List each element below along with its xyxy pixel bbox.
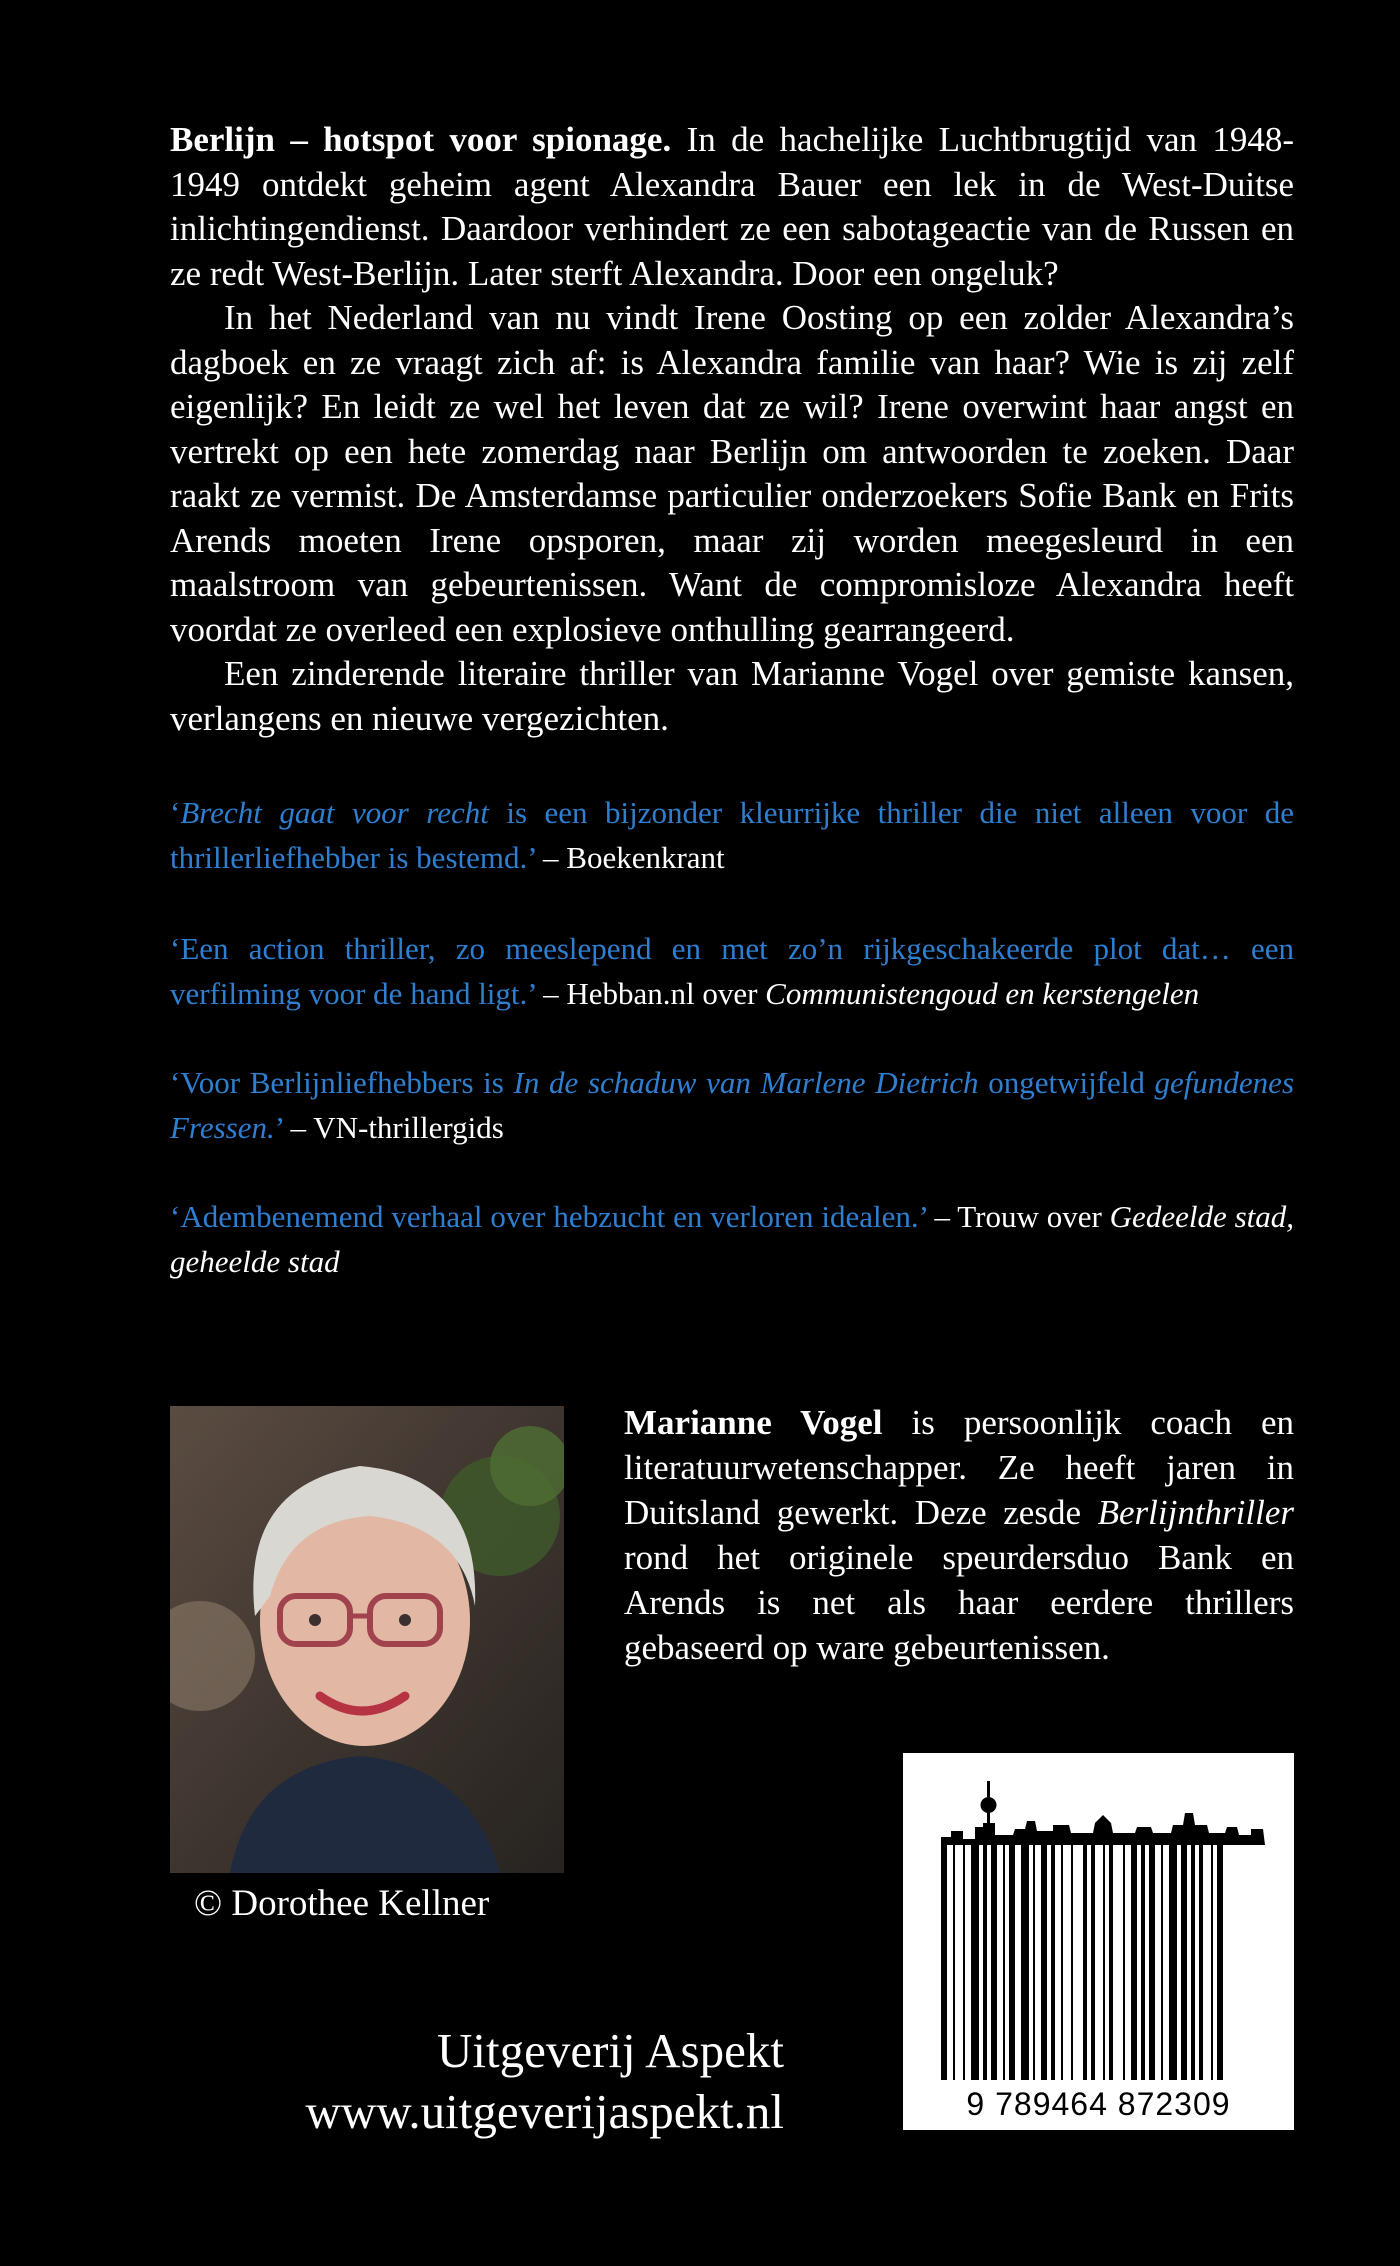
review-quote-1: [170, 790, 1294, 880]
quote-3-source: – VN-thrillergids: [282, 1110, 504, 1145]
barcode-bar: [1033, 1845, 1035, 2080]
blurb-paragraph-3: Een zinderende literaire thriller van Marianne Vogel over gemiste kansen, verlangens en nieuwe vergezichten.: [170, 654, 1294, 738]
barcode-bar: [1051, 1845, 1055, 2080]
quote-4-text: ‘Adembenemend verhaal over hebzucht en verloren idealen.’: [170, 1199, 927, 1234]
photo-credit: © Dorothee Kellner: [194, 1883, 490, 1924]
review-quote-3: [170, 1060, 1294, 1150]
barcode-bar: [1041, 1845, 1047, 2080]
barcode-bar: [1109, 1845, 1113, 2080]
barcode-bars: [941, 1845, 1223, 2080]
barcode-bar: [1009, 1845, 1015, 2080]
barcode-bar: [1061, 1845, 1063, 2080]
quote-3-phrase: gefundenes Fressen.: [170, 1065, 1295, 1145]
quote-3-book-title: In de schaduw van Marlene Dietrich: [513, 1065, 979, 1100]
author-bio: [624, 1400, 1294, 1670]
quote-1-book-title: Brecht gaat voor recht: [180, 795, 489, 830]
publisher-url: www.uitgeverijaspekt.nl: [305, 2084, 784, 2139]
berlin-skyline-icon: [941, 1781, 1265, 1845]
quote-1-source: – Boekenkrant: [535, 840, 725, 875]
quote-1-text: is een bijzonder kleurrijke thriller die niet alleen voor de thrillerliefhebber is bestemd.’: [170, 795, 1294, 875]
quote-3-mid: ongetwijfeld: [978, 1065, 1155, 1100]
barcode-bar: [1169, 1845, 1177, 2080]
blurb-paragraph-2: In het Nederland van nu vindt Irene Oosting op een zolder Alexandra’s dagboek en ze vraagt zich af: is Alexandra familie van haar? Wie is zij zelf eigenlijk? En leidt ze wel het leven dat ze wil? Irene overwint haar angst en vertrekt op een hete zomerdag naar Berlijn om antwoorden te zoeken. Daar raakt ze vermist. De Amsterdamse particulier onderzoekers Sofie Bank en Frits Arends moeten Irene opsporen, maar zij worden meegesleurd in een maalstroom van gebeurtenissen. Want de compromisloze Alexandra heeft voordat ze overleed een explosieve onthulling gearrangeerd.: [170, 298, 1294, 649]
barcode-bar: [1003, 1845, 1005, 2080]
blurb-p1-text: In de hachelijke Luchtbrugtijd van 1948-1949 ontdekt geheim agent Alexandra Bauer een lek in de West-Duitse inlichtingendienst. Daardoor verhindert ze een sabotageactie van de Russen en ze redt West-Berlijn. Later sterft Alexandra. Door een ongeluk?: [170, 120, 1294, 293]
barcode-bar: [1071, 1845, 1073, 2080]
barcode-bar: [1161, 1845, 1163, 2080]
series-name: Berlijnthriller: [1097, 1493, 1294, 1532]
publisher-block: [305, 2020, 784, 2142]
blurb-paragraph-1: [170, 118, 1294, 296]
review-quote-2: [170, 926, 1294, 1016]
quote-4-book-title: Gedeelde stad, geheelde stad: [170, 1199, 1294, 1279]
isbn-number: 9 789464 872309: [966, 2086, 1231, 2122]
barcode-bar: [1083, 1845, 1087, 2080]
barcode-bar: [953, 1845, 955, 2080]
quote-3-open: ‘Voor Berlijnliefhebbers is: [170, 1065, 514, 1100]
barcode-bar: [1131, 1845, 1137, 2080]
quote-4-source: – Trouw over: [926, 1199, 1110, 1234]
blurb-lead: Berlijn – hotspot voor spionage.: [170, 120, 672, 159]
author-photo: [170, 1406, 564, 1873]
quote-2-source: – Hebban.nl over: [535, 976, 766, 1011]
barcode-bar: [963, 1845, 965, 2080]
review-quote-4: [170, 1194, 1294, 1284]
author-bio-text-2: rond het originele speurdersduo Bank en Arends is net als haar eerdere thrillers gebaseerd op ware gebeurtenissen.: [624, 1538, 1294, 1667]
back-cover-blurb: [170, 118, 1294, 741]
quote-2-text: ‘Een action thriller, zo meeslepend en met zo’n rijkgeschakeerde plot dat… een verfilming voor de hand ligt.’: [170, 931, 1294, 1011]
barcode-bar: [1091, 1845, 1095, 2080]
barcode-graphic: [903, 1753, 1294, 2130]
barcode-bar: [1181, 1845, 1187, 2080]
barcode-bar: [941, 1845, 947, 2080]
author-bio-text-1: is persoonlijk coach en literatuurwetenschapper. Ze heeft jaren in Duitsland gewerkt. Deze zesde: [624, 1403, 1294, 1532]
barcode-bar: [983, 1845, 987, 2080]
barcode-bar: [971, 1845, 979, 2080]
barcode-bar: [1211, 1845, 1213, 2080]
publisher-name: Uitgeverij Aspekt: [436, 2023, 784, 2078]
quote-2-book-title: Communistengoud en kerstengelen: [765, 976, 1200, 1011]
quote-3-close: ’: [274, 1110, 283, 1145]
barcode-bar: [1149, 1845, 1155, 2080]
barcode-bar: [1021, 1845, 1029, 2080]
barcode-bar: [1217, 1845, 1223, 2080]
quote-open: ‘: [170, 795, 181, 830]
barcode-bar: [991, 1845, 997, 2080]
barcode-bar: [1103, 1845, 1105, 2080]
barcode-bar: [1191, 1845, 1195, 2080]
barcode-bar: [1199, 1845, 1203, 2080]
author-name: Marianne Vogel: [624, 1403, 883, 1442]
isbn-barcode: [903, 1753, 1294, 2130]
barcode-bar: [1141, 1845, 1145, 2080]
barcode-bar: [1123, 1845, 1125, 2080]
